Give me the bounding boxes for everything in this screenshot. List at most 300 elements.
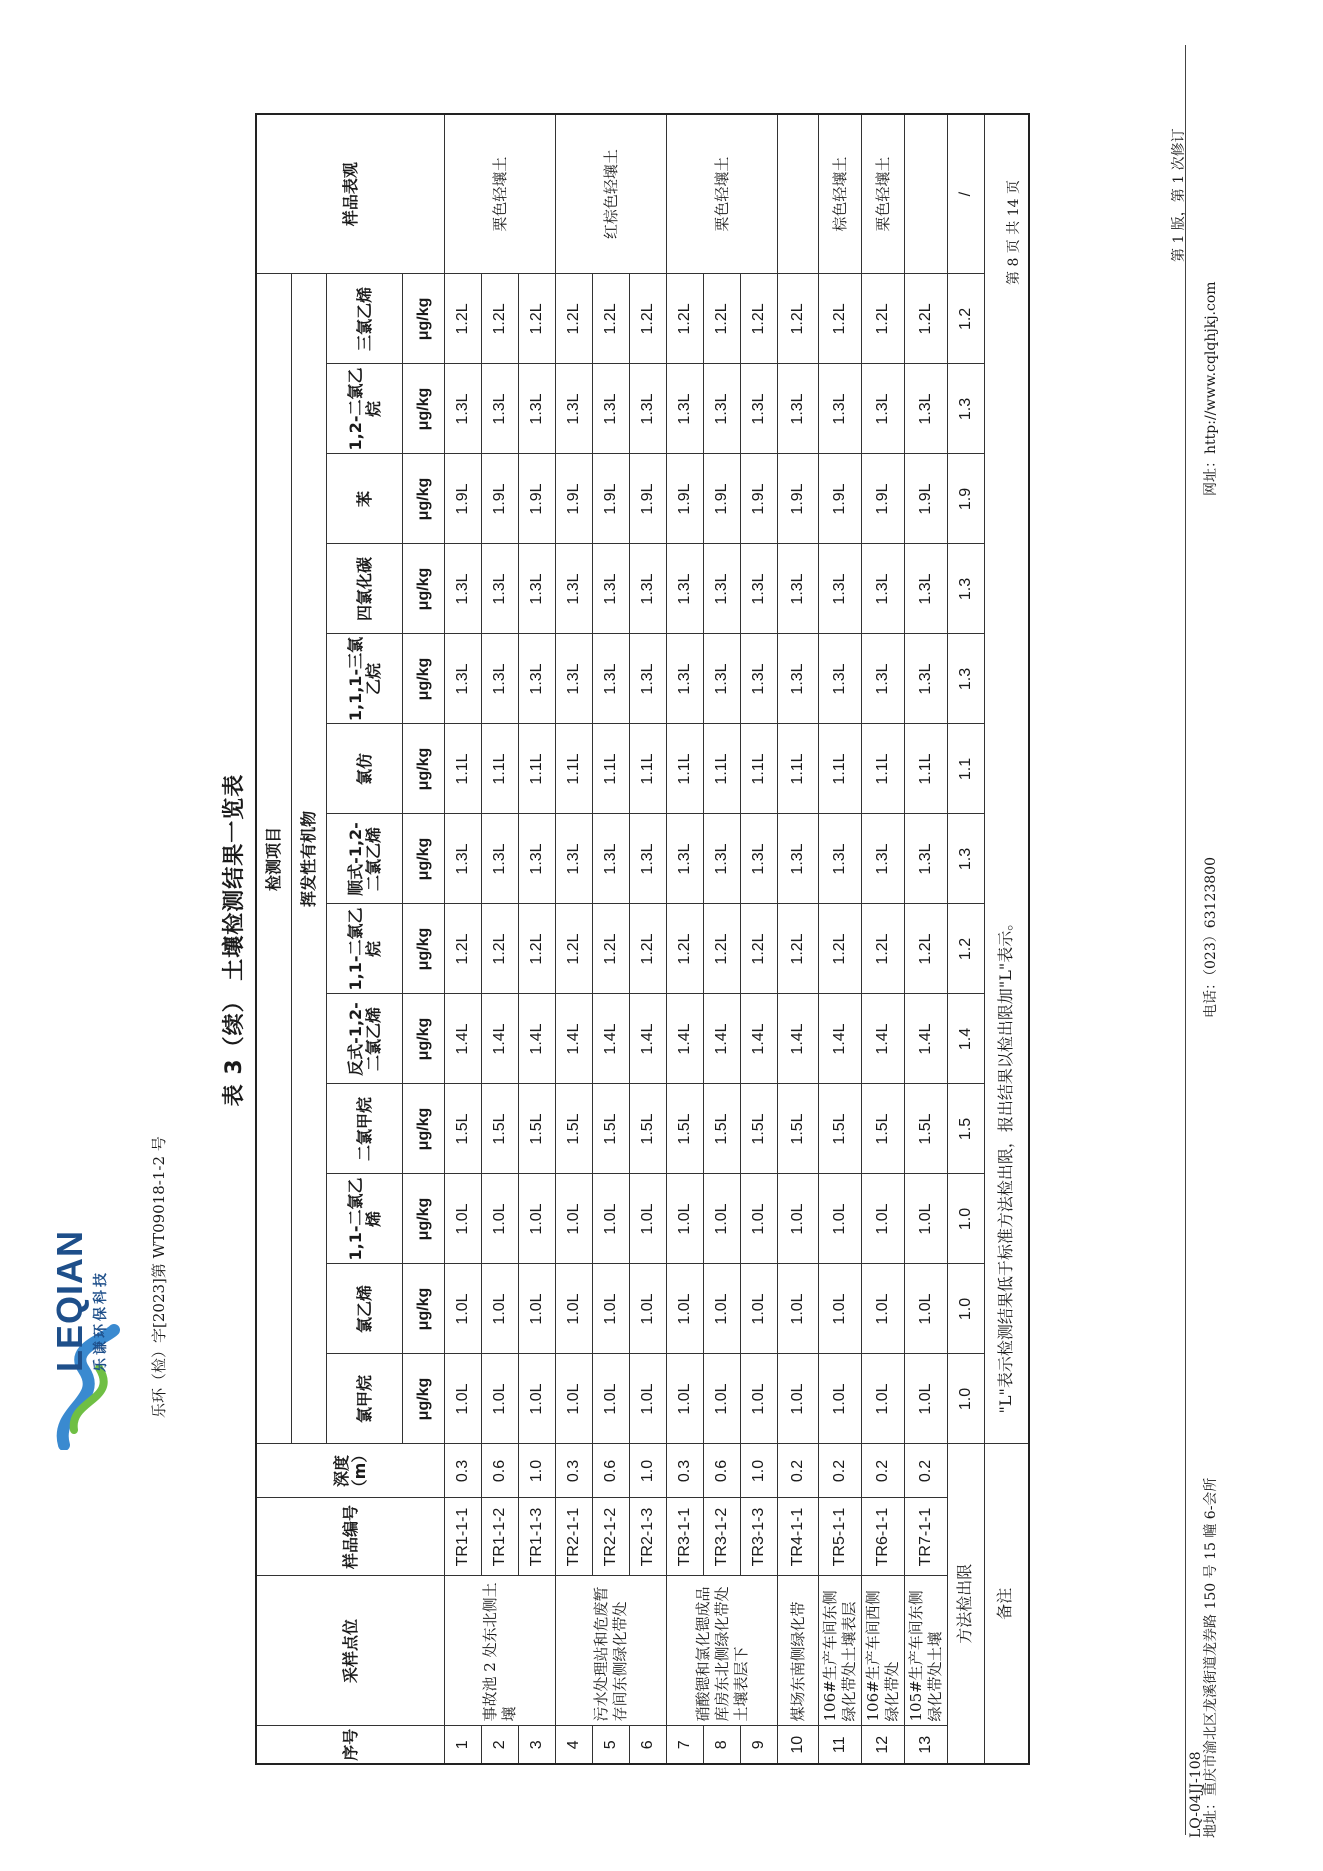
cell-value: 1.5L [445,1084,482,1174]
cell-value: 1.9L [704,454,741,544]
cell-value: 1.0L [778,1264,819,1354]
cell-value: 1.5L [519,1084,556,1174]
header-unit: μg/kg [403,544,445,634]
cell-value: 1.0L [819,1354,862,1444]
cell-value: 1.3L [704,634,741,724]
cell-value: 1.3L [704,814,741,904]
cell-appearance [905,114,948,274]
cell-value: 1.3L [905,814,948,904]
table-row [905,114,948,1764]
remark-text: "L"表示检测结果低于标准方法检出限，报出结果以检出限加"L"表示。 [985,114,1029,1444]
cell-value: 1.0L [519,1354,556,1444]
cell-value: 1.3L [482,544,519,634]
soil-results-table [255,113,1030,1765]
cell-value: 1.3L [741,634,778,724]
cell-value: 1.5L [819,1084,862,1174]
cell-value: 1.4L [519,994,556,1084]
cell-value: 1.2L [519,274,556,364]
cell-depth: 0.3 [556,1444,593,1498]
cell-value: 1.3L [741,364,778,454]
cell-value: 1.9L [482,454,519,544]
cell-value: 1.2L [667,904,704,994]
cell-value: 1.3L [519,364,556,454]
cell-value: 1.9L [778,454,819,544]
cell-sample-id: TR4-1-1 [778,1498,819,1576]
cell-sample-id: TR3-1-3 [741,1498,778,1576]
header-group: 挥发性有机物 [292,274,327,1444]
cell-value: 1.9L [667,454,704,544]
cell-seq: 4 [556,1726,593,1764]
cell-value: 1.3L [556,814,593,904]
cell-location: 硝酸锶和氯化锶成品库房东北侧绿化带处土壤表层下 [667,1576,778,1726]
cell-value: 1.4L [819,994,862,1084]
cell-depth: 0.6 [704,1444,741,1498]
cell-value: 1.5L [667,1084,704,1174]
cell-value: 1.0L [704,1174,741,1264]
table-row [778,114,819,1764]
logo-text-en: LEQIAN [49,1229,90,1372]
cell-value: 1.3L [593,364,630,454]
cell-value: 1.1L [482,724,519,814]
cell-value: 1.0L [704,1354,741,1444]
cell-sample-id: TR2-1-1 [556,1498,593,1576]
cell-value: 1.3L [778,544,819,634]
cell-value: 1.3L [862,814,905,904]
cell-value: 1.3L [862,544,905,634]
cell-depth: 0.2 [819,1444,862,1498]
cell-value: 1.2L [704,274,741,364]
detection-limit-value: 1.2 [948,904,985,994]
cell-value: 1.5L [862,1084,905,1174]
header-appearance: 样品表观 [256,114,445,274]
cell-value: 1.1L [778,724,819,814]
detection-limit-row [948,114,985,1764]
cell-value: 1.4L [630,994,667,1084]
cell-value: 1.3L [905,544,948,634]
cell-value: 1.2L [819,904,862,994]
cell-value: 1.0L [630,1174,667,1264]
cell-value: 1.0L [630,1354,667,1444]
cell-value: 1.3L [819,364,862,454]
cell-location: 105#生产车间东侧绿化带处土壤 [905,1576,948,1726]
cell-value: 1.2L [741,904,778,994]
header-unit: μg/kg [403,1354,445,1444]
detection-limit-value: 1.5 [948,1084,985,1174]
table-title: 表 3（续） 土壤检测结果一览表 [222,773,247,1107]
cell-value: 1.3L [556,544,593,634]
cell-seq: 13 [905,1726,948,1764]
header-seq: 序号 [256,1726,445,1764]
cell-sample-id: TR2-1-2 [593,1498,630,1576]
cell-seq: 12 [862,1726,905,1764]
cell-value: 1.3L [862,364,905,454]
detection-limit-value: 1.0 [948,1354,985,1444]
cell-seq: 2 [482,1726,519,1764]
cell-value: 1.2L [905,274,948,364]
cell-value: 1.1L [556,724,593,814]
detection-limit-value: 1.4 [948,994,985,1084]
cell-value: 1.0L [445,1264,482,1354]
cell-value: 1.4L [667,994,704,1084]
cell-location: 污水处理站和危废暂存间东侧绿化带处 [556,1576,667,1726]
header-unit: μg/kg [403,634,445,724]
cell-value: 1.0L [862,1174,905,1264]
detection-limit-value: 1.3 [948,544,985,634]
cell-appearance: 栗色轻壤土 [667,114,778,274]
cell-sample-id: TR1-1-2 [482,1498,519,1576]
table-row [556,114,593,1764]
cell-value: 1.1L [741,724,778,814]
header-analyte: 四氯化碳 [327,544,403,634]
cell-value: 1.3L [630,544,667,634]
header-analyte: 1,1-二氯乙烯 [327,1174,403,1264]
header-analyte: 1,1,1-三氯乙烷 [327,634,403,724]
cell-location: 煤场东南侧绿化带 [778,1576,819,1726]
cell-value: 1.3L [593,544,630,634]
detection-limit-value: 1.9 [948,454,985,544]
cell-sample-id: TR7-1-1 [905,1498,948,1576]
cell-value: 1.1L [519,724,556,814]
cell-sample-id: TR3-1-1 [667,1498,704,1576]
cell-value: 1.0L [819,1174,862,1264]
header-analyte: 反式-1,2-二氯乙烯 [327,994,403,1084]
cell-value: 1.0L [741,1264,778,1354]
cell-depth: 1.0 [741,1444,778,1498]
cell-value: 1.5L [704,1084,741,1174]
table-row [704,114,741,1764]
cell-value: 1.9L [445,454,482,544]
table-row [819,114,862,1764]
cell-value: 1.1L [862,724,905,814]
cell-value: 1.0L [593,1264,630,1354]
cell-value: 1.3L [630,634,667,724]
cell-value: 1.3L [778,634,819,724]
cell-value: 1.0L [593,1354,630,1444]
cell-value: 1.3L [482,814,519,904]
cell-sample-id: TR3-1-2 [704,1498,741,1576]
cell-appearance: 红棕色轻壤土 [556,114,667,274]
cell-value: 1.0L [519,1264,556,1354]
logo-wordmark [49,1229,110,1372]
cell-value: 1.4L [741,994,778,1084]
cell-value: 1.5L [482,1084,519,1174]
cell-value: 1.1L [593,724,630,814]
cell-value: 1.0L [741,1174,778,1264]
cell-value: 1.4L [445,994,482,1084]
header-unit: μg/kg [403,1084,445,1174]
cell-value: 1.3L [519,634,556,724]
header-analyte: 顺式-1,2-二氯乙烯 [327,814,403,904]
header-unit: μg/kg [403,274,445,364]
header-location: 采样点位 [256,1576,445,1726]
cell-value: 1.3L [445,634,482,724]
cell-appearance: 栗色轻壤土 [445,114,556,274]
cell-value: 1.9L [519,454,556,544]
cell-value: 1.3L [704,544,741,634]
detection-limit-value: 1.3 [948,814,985,904]
cell-seq: 10 [778,1726,819,1764]
cell-value: 1.2L [593,904,630,994]
cell-value: 1.3L [778,814,819,904]
header-sample-id: 样品编号 [256,1498,445,1576]
cell-value: 1.3L [862,634,905,724]
table-row [593,114,630,1764]
cell-value: 1.2L [667,274,704,364]
cell-value: 1.3L [819,544,862,634]
detection-limit-value: 1.3 [948,364,985,454]
cell-seq: 6 [630,1726,667,1764]
cell-value: 1.0L [819,1264,862,1354]
cell-location: 106#生产车间西侧绿化带处 [862,1576,905,1726]
header-unit: μg/kg [403,904,445,994]
cell-value: 1.2L [862,904,905,994]
cell-location: 事故池 2 处东北侧土壤 [445,1576,556,1726]
cell-seq: 7 [667,1726,704,1764]
results-table-container [215,115,1030,1765]
table-row [741,114,778,1764]
footer-website: 网址：http://www.cqlqhjkj.com [1203,281,1219,496]
cell-value: 1.3L [667,634,704,724]
cell-value: 1.3L [519,544,556,634]
remark-label: 备注 [985,1444,1029,1764]
cell-value: 1.3L [593,634,630,724]
cell-seq: 3 [519,1726,556,1764]
cell-value: 1.3L [667,364,704,454]
cell-value: 1.2L [778,904,819,994]
cell-value: 1.0L [482,1354,519,1444]
cell-value: 1.2L [862,274,905,364]
cell-value: 1.1L [630,724,667,814]
header-unit: μg/kg [403,1174,445,1264]
cell-value: 1.3L [778,364,819,454]
cell-value: 1.1L [445,724,482,814]
cell-value: 1.2L [445,904,482,994]
cell-appearance: 栗色轻壤土 [862,114,905,274]
header-analyte: 三氯乙烯 [327,274,403,364]
detection-limit-value: 1.0 [948,1264,985,1354]
cell-location: 106#生产车间东侧绿化带处土壤表层 [819,1576,862,1726]
cell-value: 1.0L [556,1174,593,1264]
cell-depth: 0.6 [593,1444,630,1498]
cell-value: 1.0L [630,1264,667,1354]
cell-value: 1.0L [556,1354,593,1444]
cell-appearance [778,114,819,274]
header-items: 检测项目 [256,274,292,1444]
cell-value: 1.3L [667,544,704,634]
table-row [482,114,519,1764]
cell-value: 1.3L [556,364,593,454]
cell-value: 1.2L [482,274,519,364]
cell-value: 1.0L [482,1264,519,1354]
cell-depth: 0.6 [482,1444,519,1498]
cell-value: 1.3L [445,544,482,634]
cell-value: 1.3L [905,634,948,724]
cell-value: 1.4L [593,994,630,1084]
cell-value: 1.9L [741,454,778,544]
header-unit: μg/kg [403,454,445,544]
cell-value: 1.3L [905,364,948,454]
cell-value: 1.2L [704,904,741,994]
cell-sample-id: TR5-1-1 [819,1498,862,1576]
cell-value: 1.1L [704,724,741,814]
cell-sample-id: TR2-1-3 [630,1498,667,1576]
cell-value: 1.3L [819,814,862,904]
cell-value: 1.5L [630,1084,667,1174]
cell-value: 1.5L [556,1084,593,1174]
cell-depth: 0.2 [778,1444,819,1498]
table-row [519,114,556,1764]
page-number: 第 8 页 共 14 页 [1006,180,1022,285]
cell-value: 1.0L [593,1174,630,1264]
cell-value: 1.4L [862,994,905,1084]
cell-value: 1.4L [778,994,819,1084]
cell-depth: 0.2 [905,1444,948,1498]
logo-text-cn: 乐谦环保科技 [93,1270,109,1372]
cell-depth: 0.3 [445,1444,482,1498]
header-analyte: 苯 [327,454,403,544]
detection-limit-appearance: / [948,114,985,274]
footer-phone: 电话：（023）63123800 [1203,857,1219,1018]
cell-value: 1.0L [862,1264,905,1354]
table-row [445,114,482,1764]
cell-value: 1.2L [741,274,778,364]
cell-value: 1.0L [905,1354,948,1444]
cell-depth: 0.2 [862,1444,905,1498]
cell-value: 1.9L [819,454,862,544]
cell-value: 1.3L [819,634,862,724]
cell-value: 1.3L [741,544,778,634]
cell-value: 1.3L [667,814,704,904]
cell-value: 1.9L [862,454,905,544]
cell-value: 1.4L [905,994,948,1084]
cell-depth: 1.0 [630,1444,667,1498]
cell-value: 1.0L [667,1264,704,1354]
detection-limit-value: 1.3 [948,634,985,724]
cell-value: 1.0L [667,1174,704,1264]
cell-value: 1.1L [905,724,948,814]
cell-value: 1.9L [630,454,667,544]
header-analyte: 1,2-二氯乙烷 [327,364,403,454]
cell-seq: 1 [445,1726,482,1764]
cell-value: 1.0L [778,1354,819,1444]
table-row [630,114,667,1764]
cell-sample-id: TR1-1-1 [445,1498,482,1576]
detection-limit-value: 1.1 [948,724,985,814]
cell-value: 1.1L [667,724,704,814]
footer-address: 地址：重庆市渝北区龙溪街道龙券路 150 号 15 幢 6-会所 [1203,1477,1219,1838]
header-unit: μg/kg [403,814,445,904]
header-unit: μg/kg [403,724,445,814]
cell-value: 1.5L [778,1084,819,1174]
cell-value: 1.2L [593,274,630,364]
cell-value: 1.3L [482,634,519,724]
cell-value: 1.5L [905,1084,948,1174]
document-number: 乐环（检）字[2023]第 WT09018-1-2 号 [150,1136,168,1418]
cell-value: 1.3L [445,364,482,454]
cell-seq: 9 [741,1726,778,1764]
cell-seq: 11 [819,1726,862,1764]
detection-limit-value: 1.2 [948,274,985,364]
cell-value: 1.2L [630,274,667,364]
table-row [667,114,704,1764]
cell-value: 1.4L [482,994,519,1084]
cell-value: 1.0L [519,1174,556,1264]
cell-value: 1.1L [819,724,862,814]
table-row [862,114,905,1764]
cell-value: 1.2L [905,904,948,994]
footer-rule [1185,45,1186,1835]
footer-edition: 第 1 版，第 1 次修订 [1171,128,1187,262]
header-unit: μg/kg [403,364,445,454]
header-analyte: 氯甲烷 [327,1354,403,1444]
header-analyte: 二氯甲烷 [327,1084,403,1174]
cell-value: 1.0L [445,1354,482,1444]
cell-value: 1.0L [905,1174,948,1264]
cell-depth: 0.3 [667,1444,704,1498]
cell-value: 1.0L [482,1174,519,1264]
cell-value: 1.3L [556,634,593,724]
cell-value: 1.0L [667,1354,704,1444]
cell-sample-id: TR6-1-1 [862,1498,905,1576]
cell-value: 1.3L [704,364,741,454]
cell-value: 1.3L [630,364,667,454]
cell-value: 1.3L [519,814,556,904]
cell-value: 1.5L [593,1084,630,1174]
cell-seq: 8 [704,1726,741,1764]
cell-value: 1.4L [704,994,741,1084]
header-unit: μg/kg [403,994,445,1084]
cell-value: 1.2L [630,904,667,994]
header-analyte: 氯乙烯 [327,1264,403,1354]
cell-seq: 5 [593,1726,630,1764]
detection-limit-value: 1.0 [948,1174,985,1264]
cell-value: 1.5L [741,1084,778,1174]
cell-value: 1.0L [862,1354,905,1444]
header-depth: 深度（m） [256,1444,445,1498]
cell-value: 1.0L [741,1354,778,1444]
cell-value: 1.3L [445,814,482,904]
cell-value: 1.3L [593,814,630,904]
cell-appearance: 棕色轻壤土 [819,114,862,274]
cell-value: 1.2L [445,274,482,364]
remark-row [985,114,1029,1764]
cell-value: 1.9L [593,454,630,544]
cell-value: 1.0L [905,1264,948,1354]
cell-sample-id: TR1-1-3 [519,1498,556,1576]
cell-value: 1.2L [556,274,593,364]
cell-value: 1.2L [482,904,519,994]
header-analyte: 氯仿 [327,724,403,814]
detection-limit-label: 方法检出限 [948,1444,985,1764]
cell-value: 1.3L [482,364,519,454]
cell-value: 1.2L [519,904,556,994]
cell-value: 1.2L [556,904,593,994]
cell-depth: 1.0 [519,1444,556,1498]
footer-form-code: LQ-04JJ-108 [1188,1751,1204,1838]
header-unit: μg/kg [403,1264,445,1354]
header-analyte: 1,1-二氯乙烷 [327,904,403,994]
cell-value: 1.3L [741,814,778,904]
cell-value: 1.4L [556,994,593,1084]
cell-value: 1.0L [556,1264,593,1354]
cell-value: 1.9L [905,454,948,544]
cell-value: 1.0L [704,1264,741,1354]
cell-value: 1.2L [778,274,819,364]
cell-value: 1.0L [445,1174,482,1264]
cell-value: 1.0L [778,1174,819,1264]
cell-value: 1.2L [819,274,862,364]
cell-value: 1.9L [556,454,593,544]
